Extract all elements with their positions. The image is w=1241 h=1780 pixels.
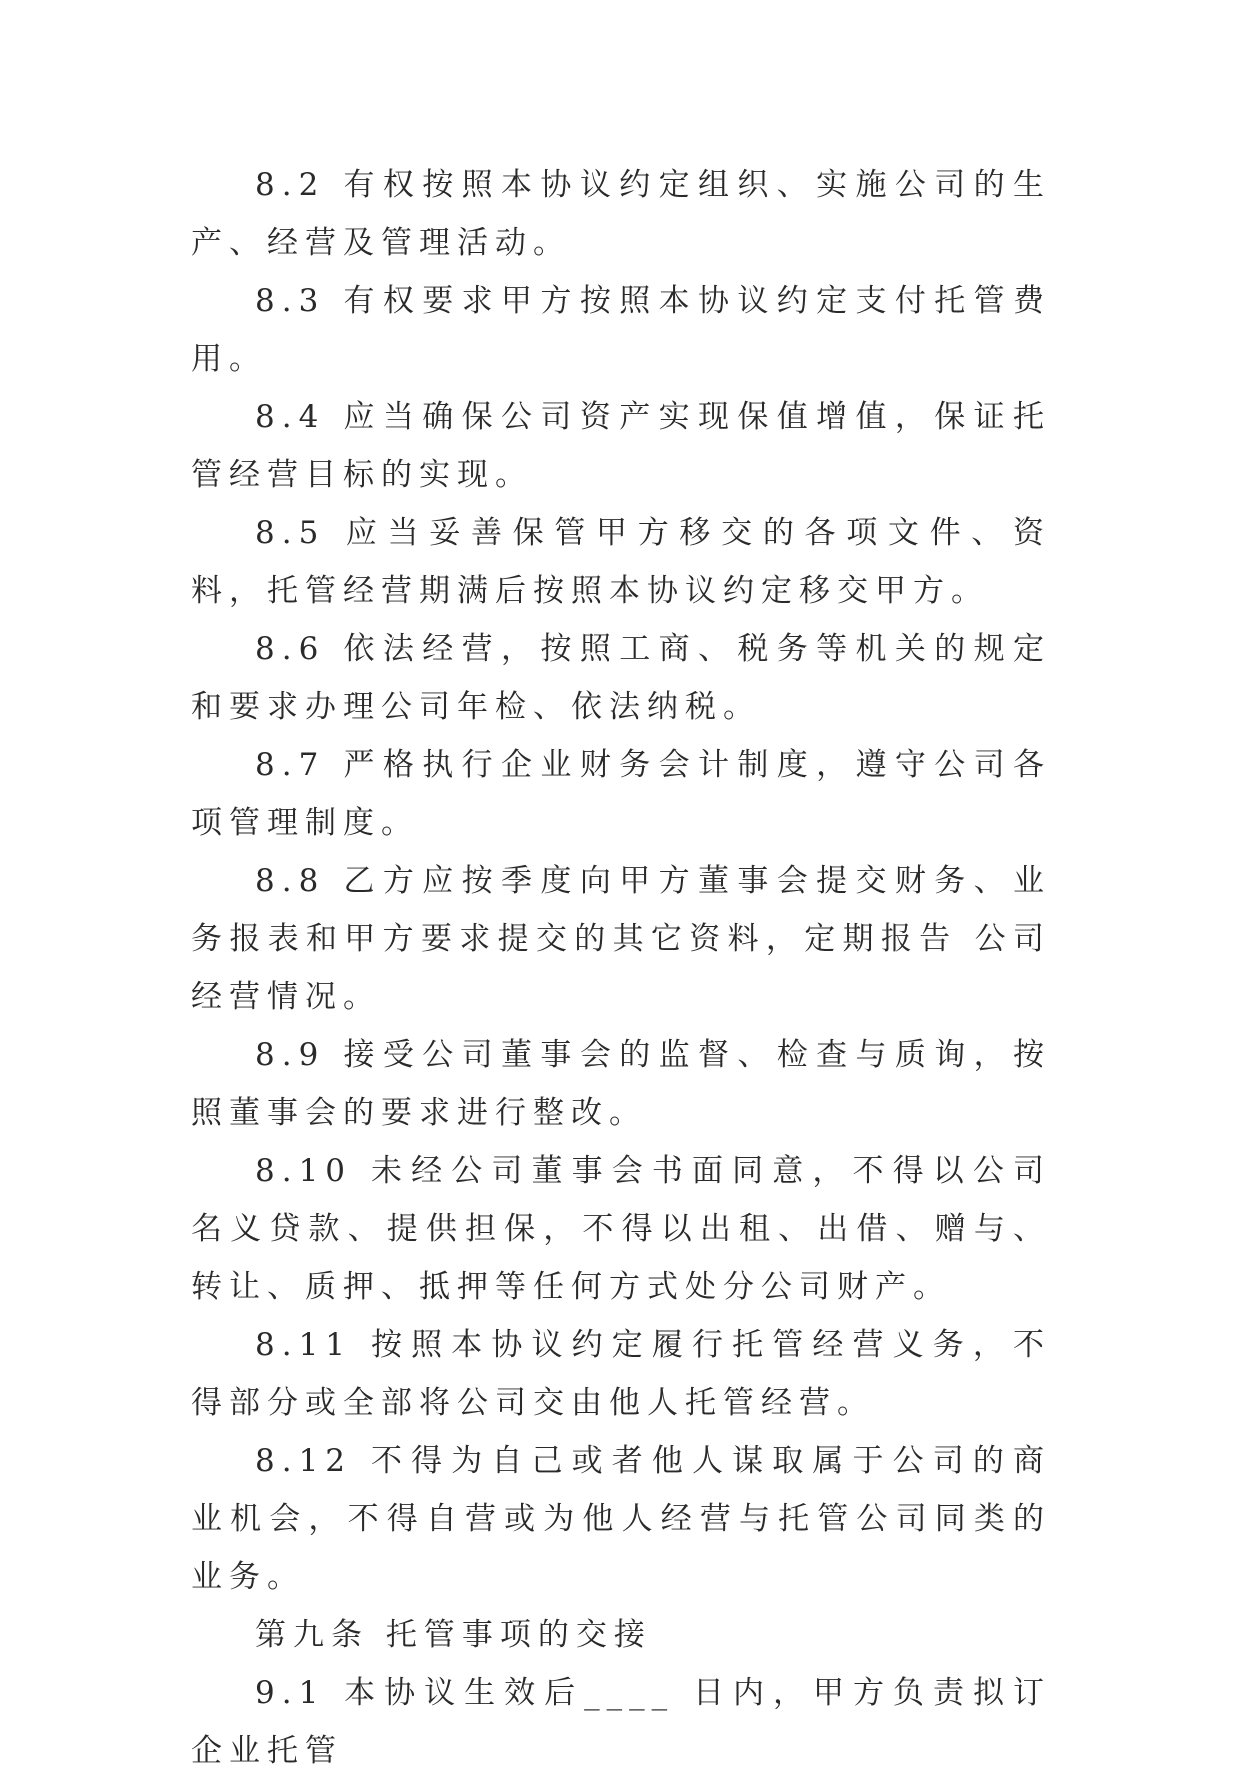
clause-9-1: 9.1 本协议生效后____ 日内，甲方负责拟订企业托管 <box>191 1675 1051 1769</box>
clause-8-10: 8.10 未经公司董事会书面同意，不得以公司名义贷款、提供担保，不得以出租、出借、赠与、转让、质押、抵押等任何方式处分公司财产。 <box>191 1153 1051 1305</box>
clause-8-4: 8.4 应当确保公司资产实现保值增值，保证托管经营目标的实现。 <box>191 399 1051 493</box>
clause-8-8: 8.8 乙方应按季度向甲方董事会提交财务、业务报表和甲方要求提交的其它资料，定期报告 公司经营情况。 <box>191 863 1051 1015</box>
clause-8-5: 8.5 应当妥善保管甲方移交的各项文件、资料，托管经营期满后按照本协议约定移交甲方。 <box>191 515 1051 609</box>
article-9-heading: 第九条 托管事项的交接 <box>255 1617 652 1653</box>
clause-8-2: 8.2 有权按照本协议约定组织、实施公司的生产、经营及管理活动。 <box>191 167 1051 261</box>
clause-8-3: 8.3 有权要求甲方按照本协议约定支付托管费用。 <box>191 283 1051 377</box>
clause-8-7: 8.7 严格执行企业财务会计制度，遵守公司各项管理制度。 <box>191 747 1051 841</box>
clause-8-11: 8.11 按照本协议约定履行托管经营义务，不得部分或全部将公司交由他人托管经营。 <box>191 1327 1051 1421</box>
clause-8-12: 8.12 不得为自己或者他人谋取属于公司的商业机会，不得自营或为他人经营与托管公司同类的业务。 <box>191 1443 1051 1595</box>
document-body <box>191 156 1051 1780</box>
clause-8-6: 8.6 依法经营，按照工商、税务等机关的规定和要求办理公司年检、依法纳税。 <box>191 631 1051 725</box>
clause-8-9: 8.9 接受公司董事会的监督、检查与质询，按照董事会的要求进行整改。 <box>191 1037 1051 1131</box>
